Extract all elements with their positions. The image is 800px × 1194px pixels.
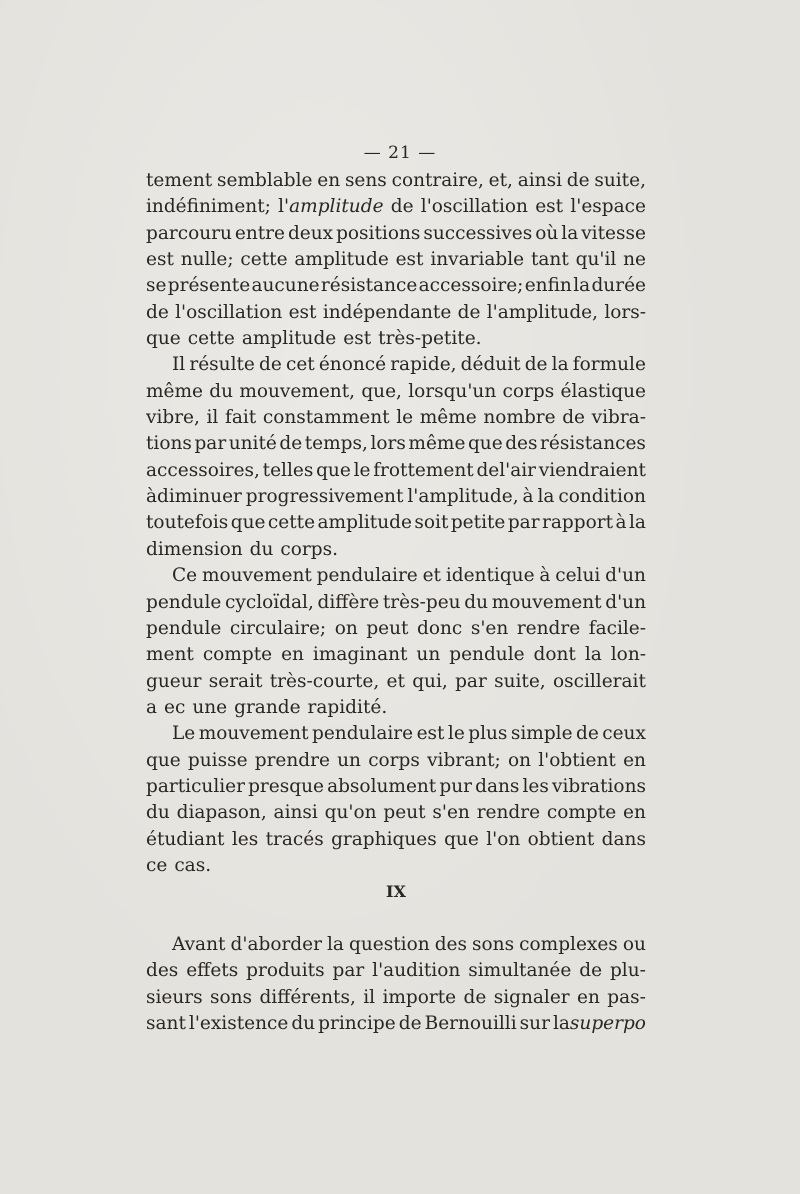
text-line bbox=[146, 669, 646, 695]
word: celui bbox=[555, 565, 601, 587]
word: dans bbox=[475, 775, 520, 797]
word: en bbox=[317, 170, 341, 191]
word: très-peu bbox=[382, 591, 461, 613]
text-line bbox=[146, 985, 646, 1011]
word: diapason, bbox=[176, 802, 267, 824]
word: toutefois bbox=[146, 512, 229, 534]
word: a bbox=[146, 696, 158, 718]
word: suite, bbox=[494, 670, 546, 692]
word: effets bbox=[186, 960, 239, 982]
word: l'oscillation bbox=[175, 301, 283, 323]
word: telles bbox=[262, 459, 314, 481]
word: une bbox=[192, 696, 228, 718]
word: tant bbox=[530, 249, 569, 271]
word: grande bbox=[234, 696, 301, 718]
word: que, bbox=[361, 380, 402, 402]
word: du bbox=[291, 1013, 316, 1034]
word: sant bbox=[146, 1013, 186, 1034]
text-line bbox=[146, 405, 646, 431]
word: et, bbox=[488, 170, 513, 191]
word: corps bbox=[502, 380, 555, 402]
word: pendulaire bbox=[311, 723, 414, 745]
word: particulier bbox=[146, 775, 245, 797]
word: durée bbox=[591, 275, 646, 297]
word: positions bbox=[336, 222, 421, 244]
word: et bbox=[386, 670, 405, 692]
word: s'en bbox=[432, 802, 470, 824]
word: identique bbox=[445, 565, 535, 587]
word: unité bbox=[228, 433, 277, 455]
word: que bbox=[467, 433, 503, 455]
word: complexes bbox=[519, 933, 618, 955]
word: du bbox=[464, 591, 489, 613]
word: la bbox=[327, 933, 344, 955]
word: petite bbox=[450, 512, 506, 534]
word: le bbox=[447, 723, 465, 745]
word: contraire, bbox=[391, 170, 484, 191]
text-line bbox=[146, 590, 646, 616]
word: l'amplitude, bbox=[407, 486, 519, 508]
word: de bbox=[463, 986, 487, 1008]
text-line bbox=[146, 721, 646, 747]
word: de bbox=[524, 354, 548, 376]
word: déduit bbox=[460, 354, 521, 376]
word: se bbox=[146, 275, 167, 297]
word: l'oscillation bbox=[420, 196, 528, 218]
word: tracés bbox=[265, 828, 324, 850]
word: est bbox=[535, 196, 564, 218]
word: successives bbox=[423, 222, 533, 244]
word: temps, bbox=[304, 433, 368, 455]
word: question bbox=[349, 933, 430, 955]
word: un bbox=[337, 749, 361, 771]
word: condition bbox=[558, 486, 646, 508]
word: les bbox=[522, 775, 549, 797]
word: l'obtient bbox=[538, 749, 616, 771]
word: circulaire; bbox=[229, 617, 327, 639]
word: dimension bbox=[146, 538, 243, 560]
text-line bbox=[146, 958, 646, 984]
word: des bbox=[146, 960, 179, 982]
word: présente bbox=[167, 275, 251, 297]
word: et bbox=[422, 565, 441, 587]
word: à bbox=[615, 512, 627, 534]
word: l'existence bbox=[188, 1013, 289, 1034]
word: que bbox=[444, 828, 479, 850]
text-line bbox=[146, 1011, 646, 1037]
text-line bbox=[146, 194, 646, 220]
word: en bbox=[623, 802, 646, 824]
word: corps. bbox=[280, 538, 338, 560]
word: Ce bbox=[172, 565, 198, 587]
word: frottement bbox=[373, 459, 474, 481]
word: élastique bbox=[560, 380, 646, 402]
word: amplitude bbox=[241, 328, 337, 350]
text-line bbox=[146, 352, 646, 378]
word: la bbox=[537, 486, 555, 508]
section-heading: IX bbox=[386, 882, 406, 902]
word: oscillerait bbox=[552, 670, 646, 692]
word: par bbox=[194, 433, 227, 455]
word: ec bbox=[164, 696, 186, 718]
text-line bbox=[146, 247, 646, 273]
word: entre bbox=[234, 222, 285, 244]
word: vibrations bbox=[552, 775, 646, 797]
word: enfin bbox=[524, 275, 572, 297]
word: del'air bbox=[476, 459, 537, 481]
text-line bbox=[146, 616, 646, 642]
word: pendulaire bbox=[316, 565, 418, 587]
word: en bbox=[281, 644, 304, 666]
word: obtient bbox=[527, 828, 595, 850]
word: facile- bbox=[588, 617, 646, 639]
word: même bbox=[408, 433, 466, 455]
word: prendre bbox=[254, 749, 330, 771]
word: corps bbox=[368, 749, 420, 771]
word: très-courte, bbox=[269, 670, 380, 692]
word: amplitude bbox=[294, 249, 389, 271]
word: gueur bbox=[146, 670, 202, 692]
word: sieurs bbox=[146, 986, 203, 1008]
word: ce bbox=[146, 854, 168, 876]
word: simple bbox=[510, 723, 573, 745]
text-line bbox=[146, 695, 646, 721]
word: résulte bbox=[189, 354, 255, 376]
word: plus bbox=[468, 723, 508, 745]
word: cette bbox=[267, 512, 316, 534]
word: en bbox=[577, 986, 600, 1008]
body-text bbox=[146, 168, 646, 1037]
word: qui, bbox=[412, 670, 448, 692]
word: de bbox=[562, 407, 585, 429]
word: qu'il bbox=[575, 249, 617, 271]
word: du bbox=[146, 802, 170, 824]
word: que bbox=[146, 749, 181, 771]
word: accessoire; bbox=[418, 275, 524, 297]
word: rapport bbox=[542, 512, 614, 534]
word: lon- bbox=[610, 644, 646, 666]
word: ne bbox=[623, 249, 646, 271]
word: par bbox=[455, 670, 487, 692]
word: des bbox=[505, 433, 538, 455]
word: de bbox=[146, 301, 169, 323]
word: par bbox=[332, 960, 365, 982]
word: mouvement bbox=[198, 723, 309, 745]
text-line bbox=[146, 748, 646, 774]
word: vitesse bbox=[581, 222, 646, 244]
word: l'amplitude, bbox=[486, 301, 599, 323]
word: parcouru bbox=[146, 222, 232, 244]
word: résistances bbox=[540, 433, 646, 455]
text-line bbox=[146, 800, 646, 826]
word: indépendante bbox=[322, 301, 452, 323]
word: Il bbox=[172, 354, 186, 376]
word: sens bbox=[344, 170, 387, 191]
page-number: — 21 — bbox=[363, 143, 437, 163]
text-line bbox=[146, 221, 646, 247]
word: plu- bbox=[609, 960, 646, 982]
word: lasuperpo bbox=[552, 1013, 646, 1034]
word: pendule bbox=[449, 644, 525, 666]
word: de bbox=[457, 301, 481, 323]
word: serait bbox=[208, 670, 263, 692]
text-line bbox=[146, 379, 646, 405]
word: absolument bbox=[327, 775, 437, 797]
word: de bbox=[566, 170, 590, 191]
word: mouvement, bbox=[239, 380, 356, 402]
word: pendule bbox=[146, 591, 222, 613]
word: l'amplitude bbox=[278, 196, 384, 218]
text-line bbox=[146, 642, 646, 668]
word: on bbox=[334, 617, 358, 639]
word: la bbox=[573, 275, 591, 297]
text-line bbox=[146, 932, 646, 958]
word: signaler bbox=[493, 986, 570, 1008]
word: la bbox=[584, 644, 602, 666]
word: nulle; bbox=[180, 249, 234, 271]
word: à bbox=[522, 486, 534, 508]
word: différents, bbox=[259, 986, 356, 1008]
word: de bbox=[575, 723, 599, 745]
word: Le bbox=[172, 723, 196, 745]
word: vibra- bbox=[591, 407, 646, 429]
word: du bbox=[249, 538, 274, 560]
word: compte bbox=[546, 802, 617, 824]
word: cycloïdal, bbox=[225, 591, 314, 613]
word: amplitude bbox=[317, 512, 412, 534]
word: la bbox=[628, 512, 646, 534]
word: étudiant bbox=[146, 828, 225, 850]
word: rapidité. bbox=[307, 696, 388, 718]
word: vibrant; bbox=[427, 749, 501, 771]
word: résistance bbox=[320, 275, 418, 297]
word: suite, bbox=[594, 170, 646, 191]
word: est bbox=[146, 249, 174, 271]
word: imaginant bbox=[312, 644, 408, 666]
word: peut bbox=[366, 617, 409, 639]
word: aucune bbox=[251, 275, 320, 297]
word: importe bbox=[382, 986, 457, 1008]
word: invariable bbox=[430, 249, 525, 271]
word: lorsqu'un bbox=[408, 380, 497, 402]
word: tement bbox=[146, 170, 213, 191]
word: d'aborder bbox=[230, 933, 322, 955]
word: on bbox=[507, 749, 532, 771]
word: la bbox=[551, 354, 569, 376]
word: du bbox=[209, 380, 234, 402]
word: il bbox=[206, 407, 219, 429]
text-line bbox=[146, 273, 646, 299]
word: l'espace bbox=[570, 196, 646, 218]
text-line bbox=[146, 853, 646, 879]
word: où bbox=[535, 222, 559, 244]
word: cas. bbox=[174, 854, 212, 876]
word: est bbox=[416, 723, 445, 745]
word: est bbox=[288, 301, 317, 323]
word: rendre bbox=[516, 617, 581, 639]
word: constamment bbox=[262, 407, 390, 429]
word: compte bbox=[202, 644, 273, 666]
text-line bbox=[146, 510, 646, 536]
word: viendraient bbox=[538, 459, 646, 481]
word: progressivement bbox=[245, 486, 404, 508]
word: ainsi bbox=[273, 802, 318, 824]
word: lors- bbox=[604, 301, 646, 323]
word: principe bbox=[318, 1013, 396, 1034]
word: de bbox=[579, 960, 603, 982]
word: presque bbox=[248, 775, 324, 797]
word: simultanée bbox=[468, 960, 572, 982]
word: les bbox=[231, 828, 259, 850]
word: soit bbox=[414, 512, 449, 534]
text-line bbox=[146, 458, 646, 484]
text-line bbox=[146, 300, 646, 326]
word: formule bbox=[572, 354, 646, 376]
text-line bbox=[146, 827, 646, 853]
word: produits bbox=[246, 960, 325, 982]
word: sons bbox=[210, 986, 253, 1008]
word: l'on bbox=[486, 828, 521, 850]
word: la bbox=[561, 222, 579, 244]
word: vibre, bbox=[146, 407, 200, 429]
word: le bbox=[396, 407, 414, 429]
word: donc bbox=[417, 617, 463, 639]
text-line bbox=[146, 537, 646, 563]
word: très-petite. bbox=[378, 328, 482, 350]
word: rapide, bbox=[390, 354, 457, 376]
word: peut bbox=[383, 802, 426, 824]
word: tions bbox=[146, 433, 192, 455]
word: que bbox=[316, 459, 351, 481]
word: énoncé bbox=[318, 354, 387, 376]
word: rendre bbox=[476, 802, 541, 824]
word: par bbox=[507, 512, 540, 534]
word: cette bbox=[187, 328, 235, 350]
word: ainsi bbox=[517, 170, 562, 191]
word: sur bbox=[519, 1013, 550, 1034]
word: des bbox=[434, 933, 467, 955]
word: cet bbox=[285, 354, 315, 376]
word: en bbox=[623, 749, 646, 771]
word: deux bbox=[287, 222, 334, 244]
word: ceux bbox=[602, 723, 646, 745]
word: de bbox=[398, 1013, 422, 1034]
word: de bbox=[259, 354, 282, 376]
word: Bernouilli bbox=[424, 1013, 517, 1034]
word: d'un bbox=[605, 591, 646, 613]
word: nombre bbox=[483, 407, 556, 429]
word: àdiminuer bbox=[146, 486, 242, 508]
word: lors bbox=[370, 433, 406, 455]
word: s'en bbox=[470, 617, 509, 639]
word: mouvement bbox=[201, 565, 312, 587]
word: dans bbox=[601, 828, 646, 850]
word: pur bbox=[439, 775, 472, 797]
word: ment bbox=[146, 644, 194, 666]
word: à bbox=[539, 565, 551, 587]
text-line bbox=[146, 326, 646, 352]
word: mouvement bbox=[491, 591, 602, 613]
word: que bbox=[230, 512, 266, 534]
word: diffère bbox=[317, 591, 380, 613]
word: d'un bbox=[605, 565, 646, 587]
word: semblable bbox=[217, 170, 313, 191]
word: même bbox=[419, 407, 477, 429]
word: même bbox=[146, 380, 203, 402]
word: qu'on bbox=[324, 802, 377, 824]
word: fait bbox=[224, 407, 257, 429]
word: de bbox=[390, 196, 414, 218]
word: est bbox=[343, 328, 372, 350]
word: il bbox=[363, 986, 376, 1008]
word: indéfiniment; bbox=[146, 196, 271, 218]
text-line bbox=[146, 774, 646, 800]
text-line bbox=[146, 168, 646, 194]
word: cette bbox=[240, 249, 288, 271]
word: un bbox=[416, 644, 441, 666]
word: ou bbox=[622, 933, 646, 955]
word: sons bbox=[472, 933, 515, 955]
word: Avant bbox=[172, 933, 226, 955]
text-line bbox=[146, 906, 646, 932]
text-line bbox=[146, 563, 646, 589]
text-line bbox=[146, 484, 646, 510]
word: le bbox=[353, 459, 371, 481]
word: dont bbox=[533, 644, 576, 666]
word: accessoires, bbox=[146, 459, 260, 481]
word: pendule bbox=[146, 617, 222, 639]
word: de bbox=[279, 433, 303, 455]
word: est bbox=[395, 249, 424, 271]
text-line bbox=[146, 431, 646, 457]
word: puisse bbox=[187, 749, 248, 771]
word: l'audition bbox=[372, 960, 461, 982]
word: pas- bbox=[607, 986, 646, 1008]
word: graphiques bbox=[331, 828, 437, 850]
word: que bbox=[146, 328, 181, 350]
